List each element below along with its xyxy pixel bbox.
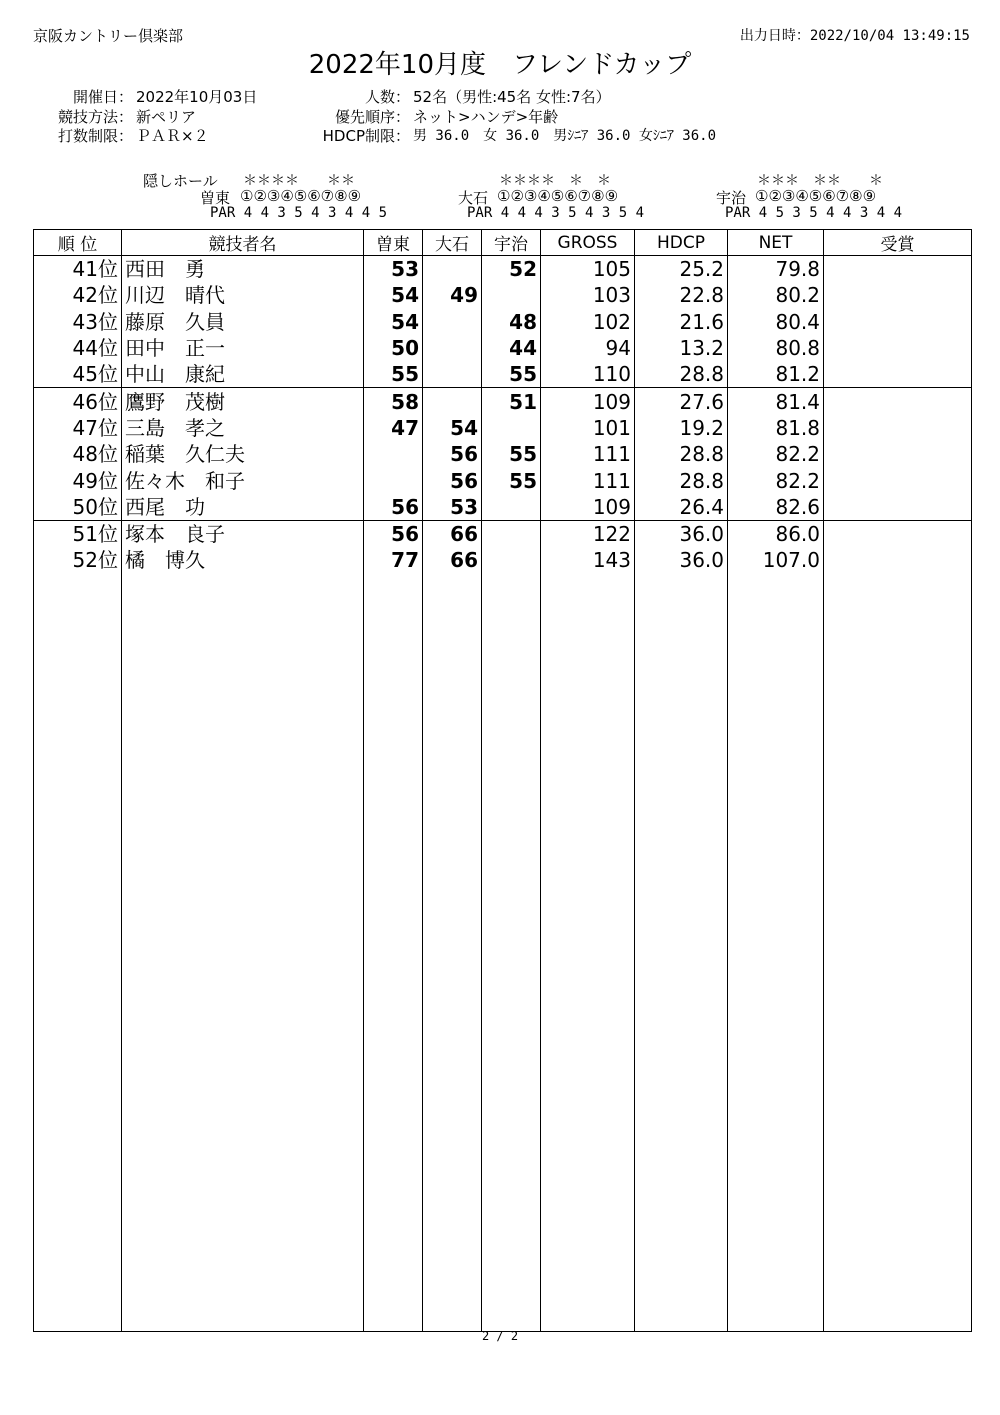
- row-score-course-2: [423, 361, 482, 388]
- row-score-course-3: [482, 547, 541, 573]
- row-score-course-1: 55: [364, 361, 423, 388]
- row-name: 西田 勇: [122, 256, 364, 283]
- row-award: [824, 415, 972, 441]
- row-score-course-1: 56: [364, 494, 423, 521]
- priority-value: ネット>ハンデ>年齢: [413, 108, 559, 126]
- table-row: [34, 441, 972, 467]
- row-gross: 111: [541, 467, 635, 493]
- row-score-course-2: 54: [423, 415, 482, 441]
- row-score-course-3: 52: [482, 256, 541, 283]
- row-score-course-2: [423, 256, 482, 283]
- course-1-par: PAR 4 4 3 5 4 3 4 4 5: [210, 205, 388, 221]
- row-rank: 45位: [34, 361, 122, 388]
- row-score-course-1: 47: [364, 415, 423, 441]
- row-score-course-1: [364, 441, 423, 467]
- row-award: [824, 361, 972, 388]
- row-score-course-3: 55: [482, 467, 541, 493]
- row-award: [824, 520, 972, 547]
- row-name: 西尾 功: [122, 494, 364, 521]
- row-gross: 94: [541, 335, 635, 361]
- page-title: 2022年10月度 フレンドカップ: [308, 50, 692, 80]
- row-score-course-3: 48: [482, 309, 541, 335]
- course-3-name: 宇治: [716, 189, 747, 207]
- row-rank: 47位: [34, 415, 122, 441]
- empty-cell: [635, 574, 728, 1332]
- row-rank: 49位: [34, 467, 122, 493]
- empty-cell: [34, 574, 122, 1332]
- row-hdcp: 36.0: [635, 520, 728, 547]
- date-value: 2022年10月03日: [136, 88, 258, 106]
- row-name: 鷹野 茂樹: [122, 388, 364, 415]
- count-value: 52名（男性:45名 女性:7名）: [413, 88, 611, 106]
- hidden-holes-label: 隠しホール: [143, 172, 218, 190]
- course-1-stars: ＊＊＊＊ ＊＊: [243, 173, 355, 189]
- row-score-course-3: 55: [482, 361, 541, 388]
- row-gross: 109: [541, 388, 635, 415]
- table-row: [34, 256, 972, 283]
- row-hdcp: 28.8: [635, 467, 728, 493]
- row-award: [824, 309, 972, 335]
- row-name: 藤原 久員: [122, 309, 364, 335]
- row-name: 三島 孝之: [122, 415, 364, 441]
- row-net: 81.2: [728, 361, 824, 388]
- row-score-course-3: [482, 494, 541, 521]
- row-rank: 52位: [34, 547, 122, 573]
- row-gross: 102: [541, 309, 635, 335]
- empty-cell: [364, 574, 423, 1332]
- row-score-course-1: 54: [364, 309, 423, 335]
- row-score-course-1: 56: [364, 520, 423, 547]
- row-award: [824, 494, 972, 521]
- empty-cell: [728, 574, 824, 1332]
- row-score-course-3: 51: [482, 388, 541, 415]
- row-hdcp: 27.6: [635, 388, 728, 415]
- row-score-course-2: 56: [423, 467, 482, 493]
- row-score-course-2: 49: [423, 282, 482, 308]
- limit-label: 打数制限：: [57, 127, 133, 145]
- row-net: 80.2: [728, 282, 824, 308]
- row-hdcp: 26.4: [635, 494, 728, 521]
- results-table: [33, 229, 972, 1332]
- hdcp-value: 男 36.0 女 36.0 男ｼﾆｱ 36.0 女ｼﾆｱ 36.0: [413, 128, 717, 144]
- row-hdcp: 28.8: [635, 361, 728, 388]
- row-rank: 44位: [34, 335, 122, 361]
- row-hdcp: 36.0: [635, 547, 728, 573]
- row-net: 79.8: [728, 256, 824, 283]
- empty-cell: [541, 574, 635, 1332]
- row-score-course-2: [423, 309, 482, 335]
- row-gross: 105: [541, 256, 635, 283]
- row-award: [824, 547, 972, 573]
- row-rank: 48位: [34, 441, 122, 467]
- output-datetime: 出力日時：2022/10/04 13:49:15: [739, 28, 970, 44]
- course-2-name: 大石: [458, 189, 489, 207]
- row-name: 中山 康紀: [122, 361, 364, 388]
- row-gross: 111: [541, 441, 635, 467]
- row-net: 81.8: [728, 415, 824, 441]
- row-net: 107.0: [728, 547, 824, 573]
- course-2-holes: ①②③④⑤⑥⑦⑧⑨: [497, 187, 619, 205]
- table-row: [34, 335, 972, 361]
- row-rank: 50位: [34, 494, 122, 521]
- course-2-par: PAR 4 4 4 3 5 4 3 5 4: [467, 205, 645, 221]
- col-header-course-2: 大石: [423, 230, 482, 256]
- table-filler-row: [34, 574, 972, 1332]
- row-score-course-2: 53: [423, 494, 482, 521]
- col-header-gross: GROSS: [541, 230, 635, 256]
- table-row: [34, 467, 972, 493]
- row-net: 80.4: [728, 309, 824, 335]
- row-score-course-2: [423, 388, 482, 415]
- row-score-course-1: 58: [364, 388, 423, 415]
- col-header-award: 受賞: [824, 230, 972, 256]
- row-score-course-1: [364, 467, 423, 493]
- row-net: 81.4: [728, 388, 824, 415]
- row-net: 82.2: [728, 441, 824, 467]
- row-score-course-1: 54: [364, 282, 423, 308]
- row-score-course-3: 44: [482, 335, 541, 361]
- page-number: 2 / 2: [481, 1329, 519, 1343]
- row-score-course-2: 66: [423, 547, 482, 573]
- row-name: 塚本 良子: [122, 520, 364, 547]
- row-name: 佐々木 和子: [122, 467, 364, 493]
- row-gross: 122: [541, 520, 635, 547]
- table-row: [34, 388, 972, 415]
- row-score-course-3: [482, 415, 541, 441]
- row-award: [824, 282, 972, 308]
- row-net: 82.2: [728, 467, 824, 493]
- club-name: 京阪カントリー倶楽部: [33, 27, 184, 45]
- row-award: [824, 335, 972, 361]
- empty-cell: [482, 574, 541, 1332]
- priority-label: 優先順序：: [334, 108, 410, 126]
- row-net: 82.6: [728, 494, 824, 521]
- row-hdcp: 25.2: [635, 256, 728, 283]
- row-score-course-2: 66: [423, 520, 482, 547]
- table-row: [34, 361, 972, 388]
- table-header-row: [34, 230, 972, 256]
- row-score-course-2: [423, 335, 482, 361]
- empty-cell: [122, 574, 364, 1332]
- col-header-course-3: 宇治: [482, 230, 541, 256]
- row-score-course-1: 50: [364, 335, 423, 361]
- course-3-par: PAR 4 5 3 5 4 4 3 4 4: [725, 205, 903, 221]
- course-2-stars: ＊＊＊＊ ＊ ＊: [499, 173, 611, 189]
- row-rank: 51位: [34, 520, 122, 547]
- date-label: 開催日：: [72, 88, 133, 106]
- empty-cell: [824, 574, 972, 1332]
- method-value: 新ペリア: [136, 108, 197, 126]
- table-row: [34, 547, 972, 573]
- row-hdcp: 22.8: [635, 282, 728, 308]
- row-award: [824, 388, 972, 415]
- row-score-course-3: [482, 520, 541, 547]
- row-gross: 143: [541, 547, 635, 573]
- table-row: [34, 309, 972, 335]
- course-1-holes: ①②③④⑤⑥⑦⑧⑨: [240, 187, 362, 205]
- row-score-course-3: 55: [482, 441, 541, 467]
- hdcp-label: HDCP制限：: [322, 127, 410, 145]
- row-award: [824, 467, 972, 493]
- row-score-course-1: 53: [364, 256, 423, 283]
- row-name: 川辺 晴代: [122, 282, 364, 308]
- row-net: 86.0: [728, 520, 824, 547]
- method-label: 競技方法：: [57, 108, 133, 126]
- table-row: [34, 415, 972, 441]
- row-hdcp: 19.2: [635, 415, 728, 441]
- row-score-course-3: [482, 282, 541, 308]
- row-net: 80.8: [728, 335, 824, 361]
- row-award: [824, 256, 972, 283]
- col-header-name: 競技者名: [122, 230, 364, 256]
- row-gross: 109: [541, 494, 635, 521]
- col-header-course-1: 曽東: [364, 230, 423, 256]
- col-header-rank: 順 位: [34, 230, 122, 256]
- table-row: [34, 494, 972, 521]
- table-row: [34, 282, 972, 308]
- col-header-net: NET: [728, 230, 824, 256]
- count-label: 人数：: [364, 88, 410, 106]
- row-gross: 103: [541, 282, 635, 308]
- col-header-hdcp: HDCP: [635, 230, 728, 256]
- course-3-stars: ＊＊＊ ＊＊ ＊: [757, 173, 883, 189]
- row-name: 田中 正一: [122, 335, 364, 361]
- empty-cell: [423, 574, 482, 1332]
- course-1-name: 曽東: [200, 189, 231, 207]
- row-hdcp: 28.8: [635, 441, 728, 467]
- row-score-course-1: 77: [364, 547, 423, 573]
- row-hdcp: 13.2: [635, 335, 728, 361]
- row-name: 橘 博久: [122, 547, 364, 573]
- row-rank: 42位: [34, 282, 122, 308]
- row-gross: 101: [541, 415, 635, 441]
- row-name: 稲葉 久仁夫: [122, 441, 364, 467]
- row-rank: 41位: [34, 256, 122, 283]
- table-row: [34, 520, 972, 547]
- row-rank: 46位: [34, 388, 122, 415]
- course-3-holes: ①②③④⑤⑥⑦⑧⑨: [755, 187, 877, 205]
- row-gross: 110: [541, 361, 635, 388]
- row-award: [824, 441, 972, 467]
- row-score-course-2: 56: [423, 441, 482, 467]
- limit-value: ＰＡＲ×２: [136, 127, 209, 145]
- row-hdcp: 21.6: [635, 309, 728, 335]
- row-rank: 43位: [34, 309, 122, 335]
